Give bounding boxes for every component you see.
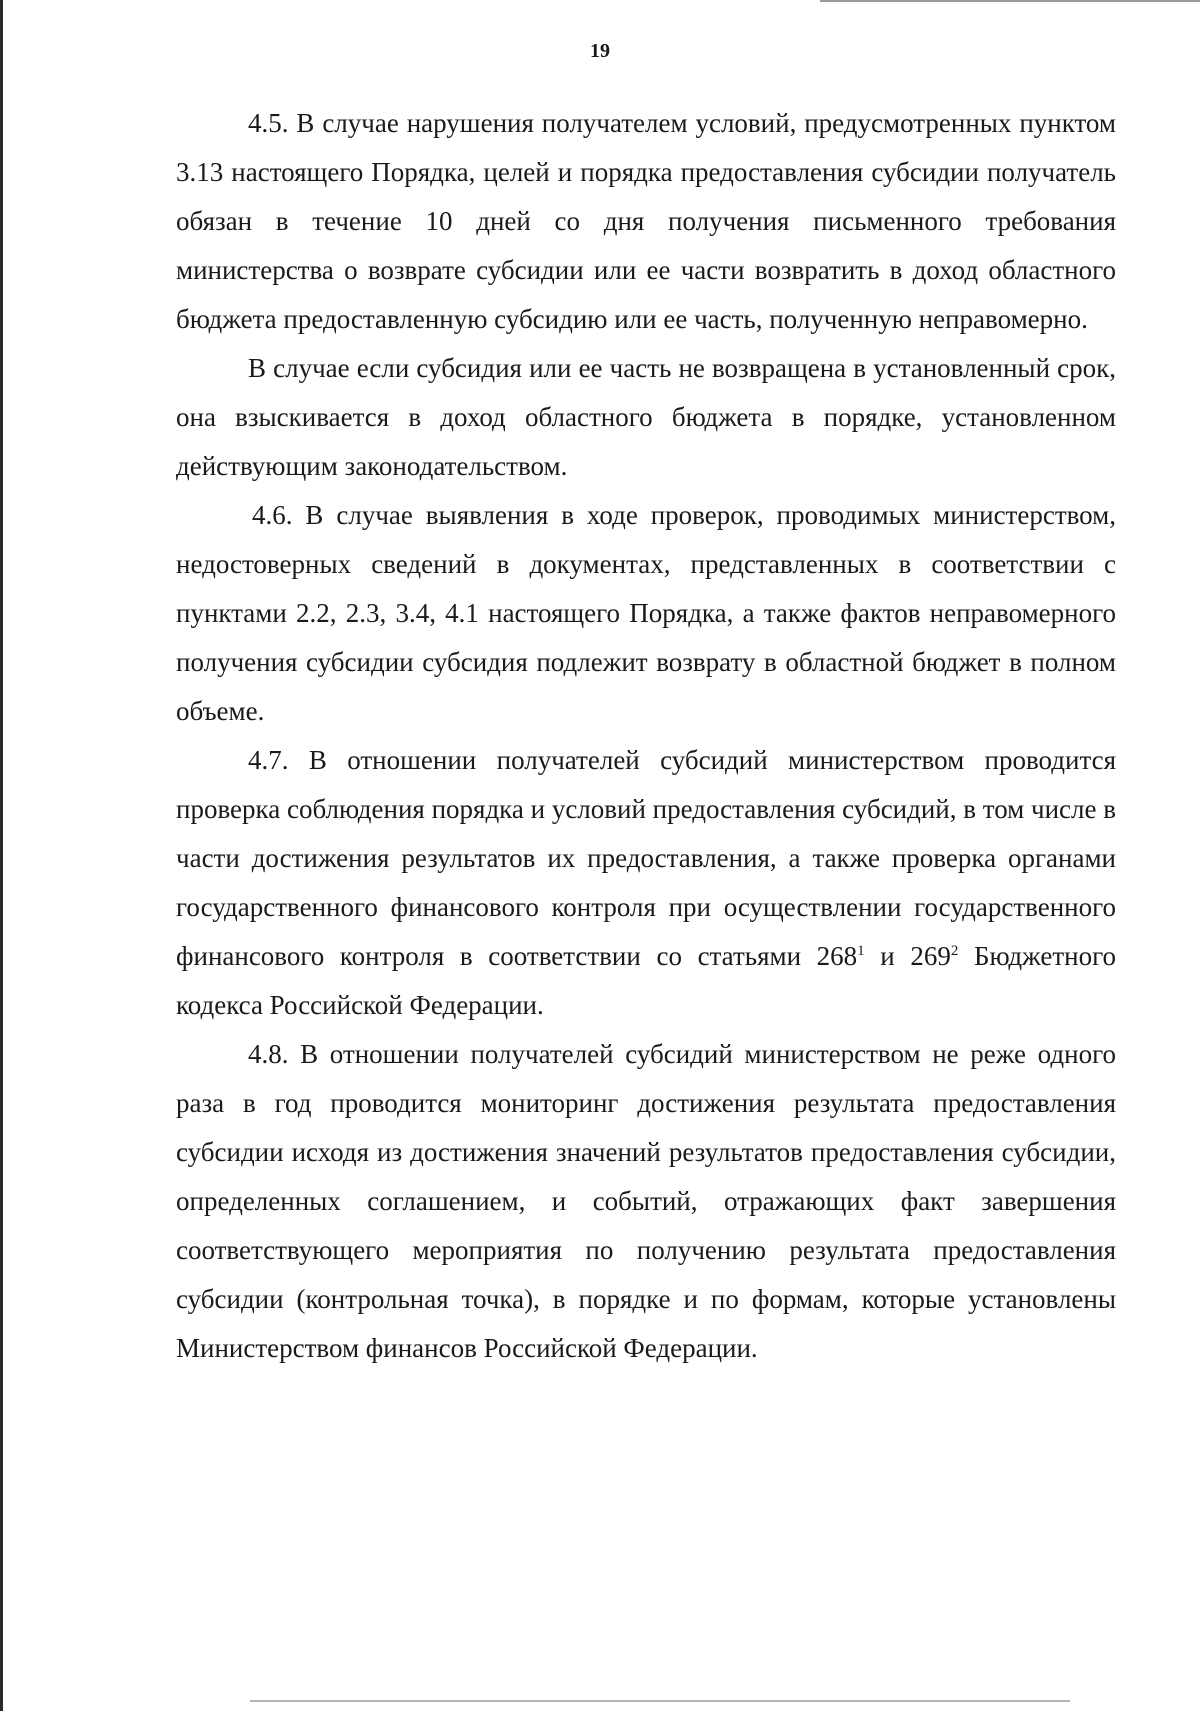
article-269-superscript: 2	[950, 943, 959, 959]
document-body	[176, 99, 1116, 1373]
paragraph-4-6: 4.6. В случае выявления в ходе проверок, проводимых министерством, недостоверных сведений в документах, представленных в соответствии с пунктами 2.2, 2.3, 3.4, 4.1 настоящего Порядка, а также фактов неправомерного получения субсидии субсидия подлежит возврату в областной бюджет в полном объеме.	[176, 500, 1116, 726]
paragraph-4-8: 4.8. В отношении получателей субсидий министерством не реже одного раза в год проводится мониторинг достижения результата предоставления субсидии исходя из достижения значений результатов предоставления субсидии, определенных соглашением, и событий, отражающих факт завершения соответствующего мероприятия по получению результата предоставления субсидии (контрольная точка), в порядке и по формам, которые установлены Министерством финансов Российской Федерации.	[176, 1039, 1116, 1363]
article-268-superscript: 1	[857, 943, 865, 959]
paragraph-4-5: 4.5. В случае нарушения получателем условий, предусмотренных пунктом 3.13 настоящего Порядка, целей и порядка предоставления субсидии получатель обязан в течение 10 дней со дня получения письменного требования министерства о возврате субсидии или ее части возвратить в доход областного бюджета предоставленную субсидию или ее часть, полученную неправомерно.	[176, 108, 1116, 334]
scan-left-edge	[0, 0, 3, 1711]
paragraph-4-7-text-mid: и 269	[864, 941, 951, 971]
paragraph-4-7-text-end: Бюджетного кодекса Российской Федерации.	[176, 941, 1116, 1020]
paragraph-4-7	[176, 736, 1116, 1030]
paragraph-4-5-continuation: В случае если субсидия или ее часть не возвращена в установленный срок, она взыскивается в доход областного бюджета в порядке, установленном действующим законодательством.	[176, 353, 1116, 481]
paragraph-4-7-text: 4.7. В отношении получателей субсидий министерством проводится проверка соблюдения порядка и условий предоставления субсидий, в том числе в части достижения результатов их предоставления, а также проверка органами государственного финансового контроля при осуществлении государственного финансового контроля в соответствии со статьями 268	[176, 745, 1116, 971]
page-number: 19	[590, 40, 610, 62]
scan-bottom-line	[250, 1700, 1070, 1702]
scan-top-line	[820, 0, 1200, 2]
